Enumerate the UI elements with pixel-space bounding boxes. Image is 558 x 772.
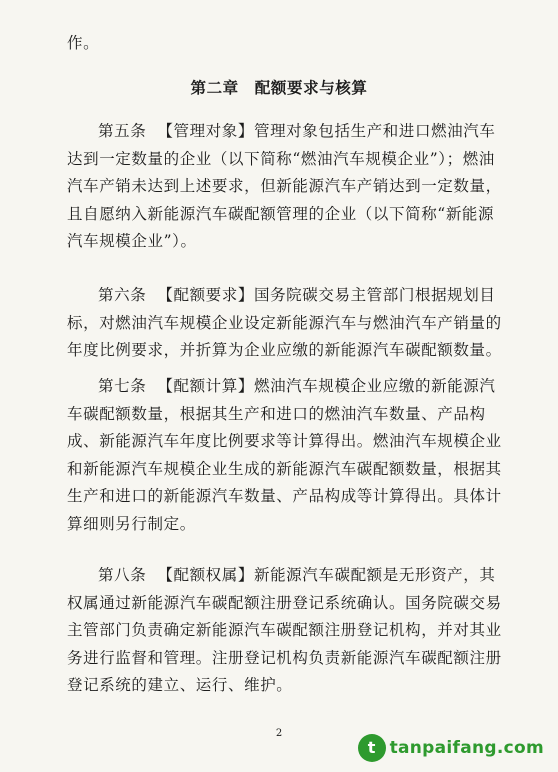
article-8 <box>67 562 505 700</box>
article-5 <box>67 118 505 256</box>
carryover-text: 作。 <box>67 34 100 52</box>
article-heading: 【配额权属】 <box>157 566 254 584</box>
page-number: 2 <box>275 728 283 739</box>
article-text: 燃油汽车规模企业应缴的新能源汽车碳配额数量，根据其生产和进口的燃油汽车数量、产品构成、新能源汽车年度比例要求等计算得出。燃油汽车规模企业和新能源汽车规模企业生成的新能源汽车碳配额数量，根据其生产和进口的新能源汽车数量、产品构成等计算得出。具体计算细则另行制定。 <box>67 377 502 533</box>
watermark-text: tanpaifang.com <box>389 738 544 758</box>
article-heading: 【配额要求】 <box>157 286 254 304</box>
article-heading: 【配额计算】 <box>157 377 254 395</box>
article-text: 管理对象包括生产和进口燃油汽车达到一定数量的企业（以下简称“燃油汽车规模企业”）；燃油汽车产销未达到上述要求，但新能源汽车产销达到一定数量，且自愿纳入新能源汽车碳配额管理的企业（以下简称“新能源汽车规模企业”）。 <box>67 122 502 250</box>
article-label: 第八条 <box>98 566 147 584</box>
article-text: 新能源汽车碳配额是无形资产，其权属通过新能源汽车碳配额注册登记系统确认。国务院碳交易主管部门负责确定新能源汽车碳配额注册登记机构，并对其业务进行监督和管理。注册登记机构负责新能源汽车碳配额注册登记系统的建立、运行、维护。 <box>67 566 502 694</box>
watermark <box>358 734 544 762</box>
article-text: 国务院碳交易主管部门根据规划目标，对燃油汽车规模企业设定新能源汽车与燃油汽车产销量的年度比例要求，并折算为企业应缴的新能源汽车碳配额数量。 <box>67 286 502 359</box>
article-heading: 【管理对象】 <box>157 122 254 140</box>
article-label: 第六条 <box>98 286 147 304</box>
tanpaifang-logo-icon: t <box>358 734 386 762</box>
chapter-name: 配额要求与核算 <box>254 79 368 97</box>
chapter-title <box>0 76 558 98</box>
article-6 <box>67 282 505 365</box>
article-label: 第七条 <box>98 377 147 395</box>
article-label: 第五条 <box>98 122 147 140</box>
chapter-number: 第二章 <box>190 79 239 97</box>
article-7 <box>67 373 505 538</box>
